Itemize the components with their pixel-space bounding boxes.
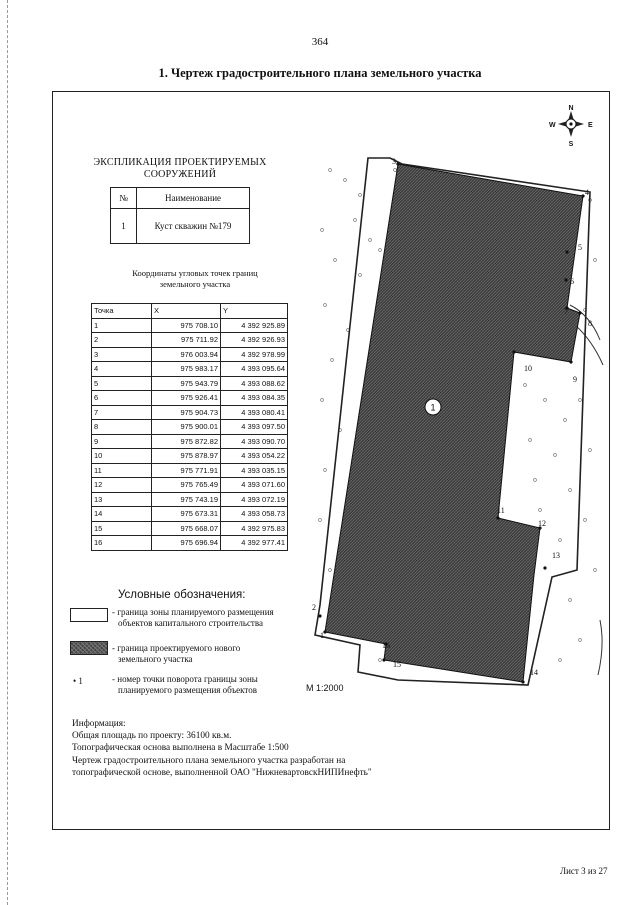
table-header-row bbox=[92, 304, 288, 319]
point-label-9: 9 bbox=[573, 375, 577, 384]
page-number: 364 bbox=[311, 36, 329, 48]
coord-cell-point: 14 bbox=[92, 507, 152, 522]
coord-cell-point: 2 bbox=[92, 333, 152, 348]
info-line3: Чертеж градостроительного плана земельного участка разработан на bbox=[72, 755, 346, 766]
coord-cell-y: 4 393 084.35 bbox=[221, 391, 288, 406]
explication-title bbox=[80, 157, 280, 181]
table-row bbox=[92, 449, 288, 464]
coord-cell-point: 7 bbox=[92, 405, 152, 420]
point-label-8: 8 bbox=[588, 319, 592, 328]
coordinates-title bbox=[100, 268, 290, 290]
coord-cell-point: 5 bbox=[92, 376, 152, 391]
coord-cell-point: 11 bbox=[92, 463, 152, 478]
legend-zone-line1: - граница зоны планируемого размещения bbox=[112, 607, 274, 617]
explication-title-line2: СООРУЖЕНИЙ bbox=[143, 169, 217, 180]
compass-west-label: W bbox=[549, 122, 556, 129]
info-line2: Топографическая основа выполнена в Масштабе 1:500 bbox=[72, 743, 289, 754]
point-label-13: 13 bbox=[552, 551, 560, 560]
table-row bbox=[92, 405, 288, 420]
compass-south-label: S bbox=[568, 141, 574, 148]
coord-cell-point: 3 bbox=[92, 347, 152, 362]
coord-cell-y: 4 393 095.64 bbox=[221, 362, 288, 377]
point-label-1: 1 bbox=[320, 631, 324, 640]
coord-cell-x: 975 765.49 bbox=[152, 478, 221, 493]
coord-cell-y: 4 392 926.93 bbox=[221, 333, 288, 348]
point-label-6: 6 bbox=[570, 277, 574, 286]
info-line4: топографической основе, выполненной ОАО "НижневартовскНИПИнефть" bbox=[72, 767, 372, 778]
scale-label: М 1:2000 bbox=[306, 683, 344, 693]
coord-cell-y: 4 392 925.89 bbox=[221, 318, 288, 333]
coord-cell-y: 4 393 080.41 bbox=[221, 405, 288, 420]
info-line1: Общая площадь по проекту: 36100 кв.м. bbox=[72, 731, 232, 742]
table-row bbox=[92, 376, 288, 391]
legend-title: Условные обозначения: bbox=[118, 589, 246, 601]
point-label-15: 15 bbox=[393, 660, 401, 669]
info-heading: Информация: bbox=[72, 719, 126, 729]
table-row bbox=[92, 478, 288, 493]
coord-cell-y: 4 392 977.41 bbox=[221, 536, 288, 551]
coord-cell-x: 975 983.17 bbox=[152, 362, 221, 377]
coord-cell-point: 4 bbox=[92, 362, 152, 377]
point-label-12: 12 bbox=[538, 519, 546, 528]
coord-cell-y: 4 393 097.50 bbox=[221, 420, 288, 435]
coord-cell-y: 4 393 058.73 bbox=[221, 507, 288, 522]
coord-cell-x: 975 926.41 bbox=[152, 391, 221, 406]
coord-cell-x: 975 696.94 bbox=[152, 536, 221, 551]
explication-table bbox=[110, 187, 250, 244]
object-marker-label: 1 bbox=[430, 402, 436, 413]
table-row bbox=[92, 507, 288, 522]
coord-cell-x: 975 872.82 bbox=[152, 434, 221, 449]
explication-cell-name: Куст скважин №179 bbox=[137, 209, 250, 244]
binding-line bbox=[7, 0, 8, 905]
coord-cell-point: 16 bbox=[92, 536, 152, 551]
coord-cell-x: 975 708.10 bbox=[152, 318, 221, 333]
point-label-16: 16 bbox=[382, 641, 390, 650]
table-row bbox=[111, 209, 250, 244]
table-row bbox=[92, 420, 288, 435]
point-label-3: 3 bbox=[392, 157, 396, 166]
coordinates-title-line2: земельного участка bbox=[159, 279, 231, 289]
coord-cell-x: 975 904.73 bbox=[152, 405, 221, 420]
coord-cell-point: 6 bbox=[92, 391, 152, 406]
coordinates-title-line1: Координаты угловых точек границ bbox=[132, 268, 258, 278]
legend-plot-line1: - граница проектируемого нового bbox=[112, 643, 241, 653]
legend-zone-line2: объектов капитального строительства bbox=[118, 618, 263, 628]
coord-cell-y: 4 393 072.19 bbox=[221, 492, 288, 507]
coord-cell-x: 975 673.31 bbox=[152, 507, 221, 522]
coord-cell-x: 975 771.91 bbox=[152, 463, 221, 478]
table-row bbox=[92, 521, 288, 536]
point-label-10: 10 bbox=[524, 364, 532, 373]
header-y: Y bbox=[221, 304, 288, 319]
legend-plot-symbol bbox=[70, 641, 108, 655]
coord-cell-y: 4 393 071.60 bbox=[221, 478, 288, 493]
coord-cell-y: 4 392 975.83 bbox=[221, 521, 288, 536]
coord-cell-point: 15 bbox=[92, 521, 152, 536]
coordinates-table-body bbox=[92, 304, 288, 551]
sheet-label: Лист 3 из 27 bbox=[560, 866, 608, 876]
coord-cell-y: 4 393 088.62 bbox=[221, 376, 288, 391]
coord-cell-x: 975 711.92 bbox=[152, 333, 221, 348]
table-row bbox=[92, 434, 288, 449]
coord-cell-point: 8 bbox=[92, 420, 152, 435]
table-row bbox=[92, 492, 288, 507]
point-label-5: 5 bbox=[578, 243, 582, 252]
legend-point-line2: планируемого размещения объектов bbox=[118, 685, 257, 695]
legend-zone-text bbox=[112, 607, 274, 629]
coord-cell-point: 13 bbox=[92, 492, 152, 507]
legend-plot-line2: земельного участка bbox=[118, 654, 193, 664]
legend-point-symbol: • 1 bbox=[73, 676, 83, 686]
coord-cell-y: 4 392 978.99 bbox=[221, 347, 288, 362]
coord-cell-x: 975 668.07 bbox=[152, 521, 221, 536]
explication-header-name: Наименование bbox=[137, 188, 250, 209]
point-label-2: 2 bbox=[312, 603, 316, 612]
legend-point-text bbox=[112, 674, 258, 696]
coord-cell-point: 10 bbox=[92, 449, 152, 464]
terrain-curves bbox=[570, 305, 603, 675]
coord-cell-x: 975 900.01 bbox=[152, 420, 221, 435]
site-plan-map bbox=[300, 100, 610, 700]
table-row bbox=[92, 391, 288, 406]
explication-title-line1: ЭКСПЛИКАЦИЯ ПРОЕКТИРУЕМЫХ bbox=[93, 157, 267, 168]
coord-cell-x: 975 878.97 bbox=[152, 449, 221, 464]
coord-cell-x: 976 003.94 bbox=[152, 347, 221, 362]
page-title: 1. Чертеж градостроительного плана земельного участка bbox=[158, 66, 482, 80]
coord-cell-x: 975 943.79 bbox=[152, 376, 221, 391]
point-label-14: 14 bbox=[530, 668, 538, 677]
compass-east-label: E bbox=[588, 122, 593, 129]
table-row bbox=[92, 463, 288, 478]
table-row bbox=[92, 333, 288, 348]
info-block bbox=[72, 718, 372, 779]
header-point: Точка bbox=[92, 304, 152, 319]
table-row bbox=[92, 536, 288, 551]
table-row bbox=[92, 347, 288, 362]
compass-north-label: N bbox=[568, 105, 574, 112]
legend-zone-symbol bbox=[70, 608, 108, 622]
legend-point-line1: - номер точки поворота границы зоны bbox=[112, 674, 258, 684]
explication-cell-num: 1 bbox=[111, 209, 137, 244]
coord-cell-y: 4 393 090.70 bbox=[221, 434, 288, 449]
point-label-11: 11 bbox=[497, 506, 505, 515]
coord-cell-point: 1 bbox=[92, 318, 152, 333]
coord-cell-y: 4 393 035.15 bbox=[221, 463, 288, 478]
land-plot-area bbox=[325, 164, 583, 682]
coord-cell-point: 12 bbox=[92, 478, 152, 493]
legend-plot-text bbox=[112, 643, 240, 665]
header-x: X bbox=[152, 304, 221, 319]
compass-rose bbox=[549, 105, 593, 148]
explication-header-num: № bbox=[111, 188, 137, 209]
coordinates-table bbox=[91, 303, 288, 551]
coord-cell-point: 9 bbox=[92, 434, 152, 449]
point-label-7: 7 bbox=[564, 307, 568, 316]
coord-cell-y: 4 393 054.22 bbox=[221, 449, 288, 464]
table-row bbox=[92, 362, 288, 377]
table-row bbox=[92, 318, 288, 333]
point-label-4: 4 bbox=[585, 188, 589, 197]
coord-cell-x: 975 743.19 bbox=[152, 492, 221, 507]
